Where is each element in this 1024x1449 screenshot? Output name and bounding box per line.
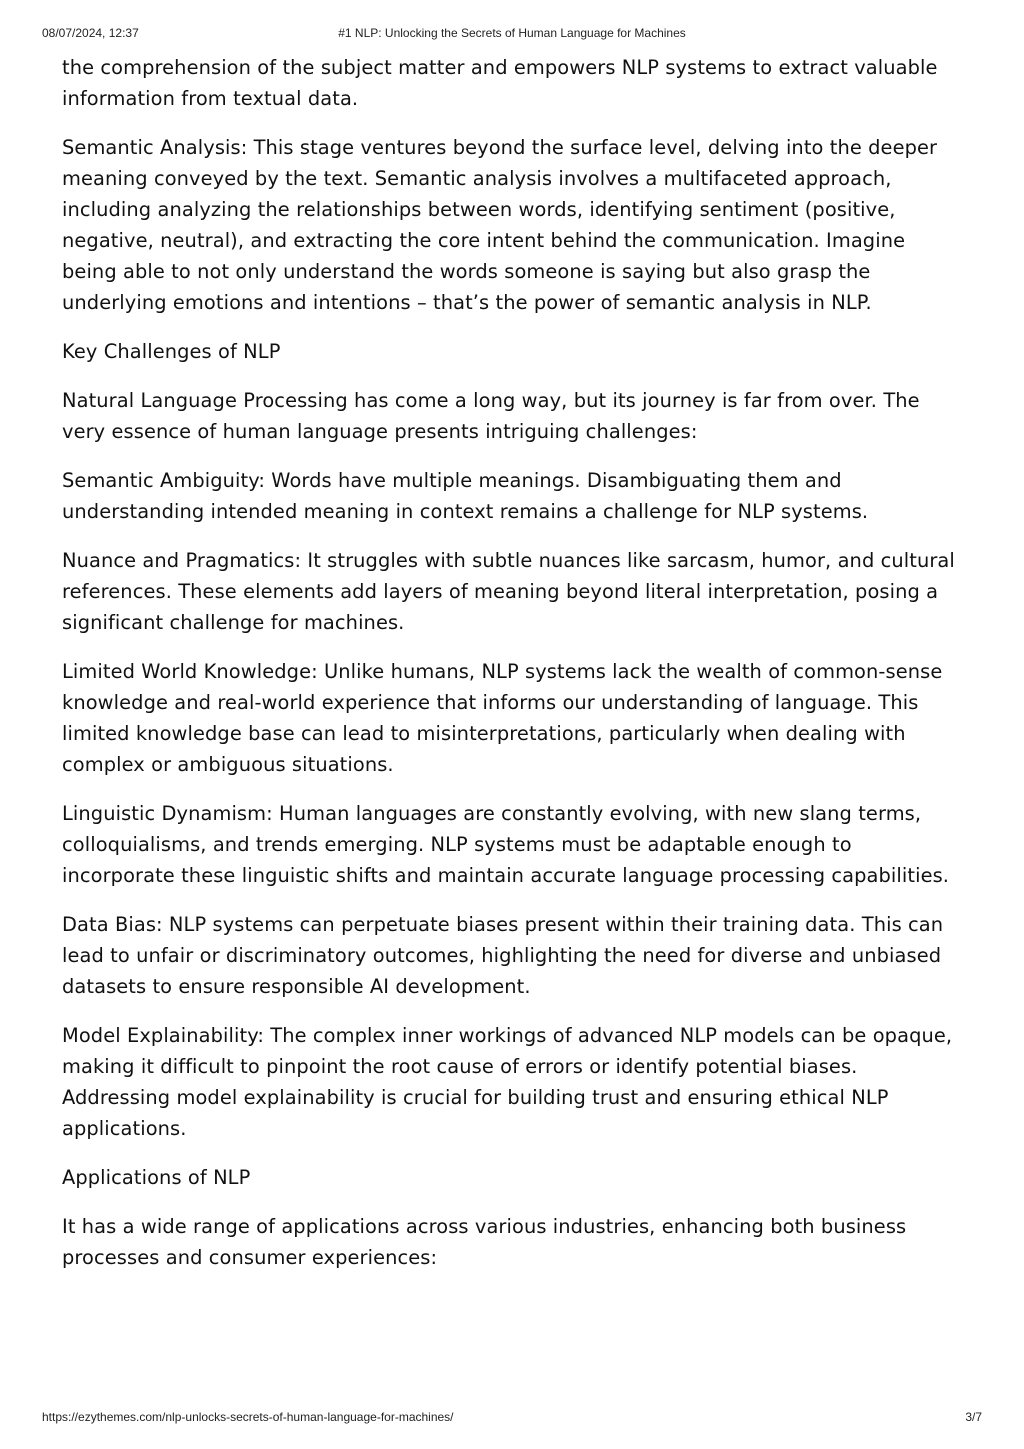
section-heading-applications: Applications of NLP xyxy=(62,1166,251,1189)
print-header xyxy=(0,26,1024,44)
paragraph-limited-world-knowledge: Limited World Knowledge: Unlike humans, NLP systems lack the wealth of common-sense knowledge and real-world experience that informs our understanding of language. This limited knowledge base can lead to misinterpretations, particularly when dealing with complex or ambiguous situations. xyxy=(62,660,943,776)
paragraph-applications-intro: It has a wide range of applications across various industries, enhancing both business processes and consumer experiences: xyxy=(62,1215,907,1269)
paragraph-data-bias: Data Bias: NLP systems can perpetuate biases present within their training data. This can lead to unfair or discriminatory outcomes, highlighting the need for diverse and unbiased datasets to ensure responsible AI development. xyxy=(62,913,944,998)
paragraph-continued: the comprehension of the subject matter and empowers NLP systems to extract valuable information from textual data. xyxy=(62,56,938,110)
paragraph-challenges-intro: Natural Language Processing has come a long way, but its journey is far from over. The very essence of human language presents intriguing challenges: xyxy=(62,389,920,443)
article-body xyxy=(62,52,962,1291)
paragraph-semantic-analysis: Semantic Analysis: This stage ventures beyond the surface level, delving into the deeper meaning conveyed by the text. Semantic analysis involves a multifaceted approach, including analyzing the relationships between words, identifying sentiment (positive, negative, neutral), and extracting the core intent behind the communication. Imagine being able to not only understand the words someone is saying but also grasp the underlying emotions and intentions – that’s the power of semantic analysis in NLP. xyxy=(62,136,938,314)
print-footer xyxy=(0,1410,1024,1428)
paragraph-semantic-ambiguity: Semantic Ambiguity: Words have multiple meanings. Disambiguating them and understanding intended meaning in context remains a challenge for NLP systems. xyxy=(62,469,869,523)
section-heading-key-challenges: Key Challenges of NLP xyxy=(62,340,281,363)
paragraph-nuance-pragmatics: Nuance and Pragmatics: It struggles with subtle nuances like sarcasm, humor, and cultural references. These elements add layers of meaning beyond literal interpretation, posing a significant challenge for machines. xyxy=(62,549,955,634)
print-page-title: #1 NLP: Unlocking the Secrets of Human Language for Machines xyxy=(338,26,686,40)
paragraph-linguistic-dynamism: Linguistic Dynamism: Human languages are constantly evolving, with new slang terms, colloquialisms, and trends emerging. NLP systems must be adaptable enough to incorporate these linguistic shifts and maintain accurate language processing capabilities. xyxy=(62,802,950,887)
page-number: 3/7 xyxy=(965,1410,982,1424)
paragraph-model-explainability: Model Explainability: The complex inner workings of advanced NLP models can be opaque, making it difficult to pinpoint the root cause of errors or identify potential biases. Addressing model explainability is crucial for building trust and ensuring ethical NLP applications. xyxy=(62,1024,953,1140)
print-url: https://ezythemes.com/nlp-unlocks-secrets-of-human-language-for-machines/ xyxy=(42,1410,454,1424)
print-datetime: 08/07/2024, 12:37 xyxy=(42,26,139,40)
